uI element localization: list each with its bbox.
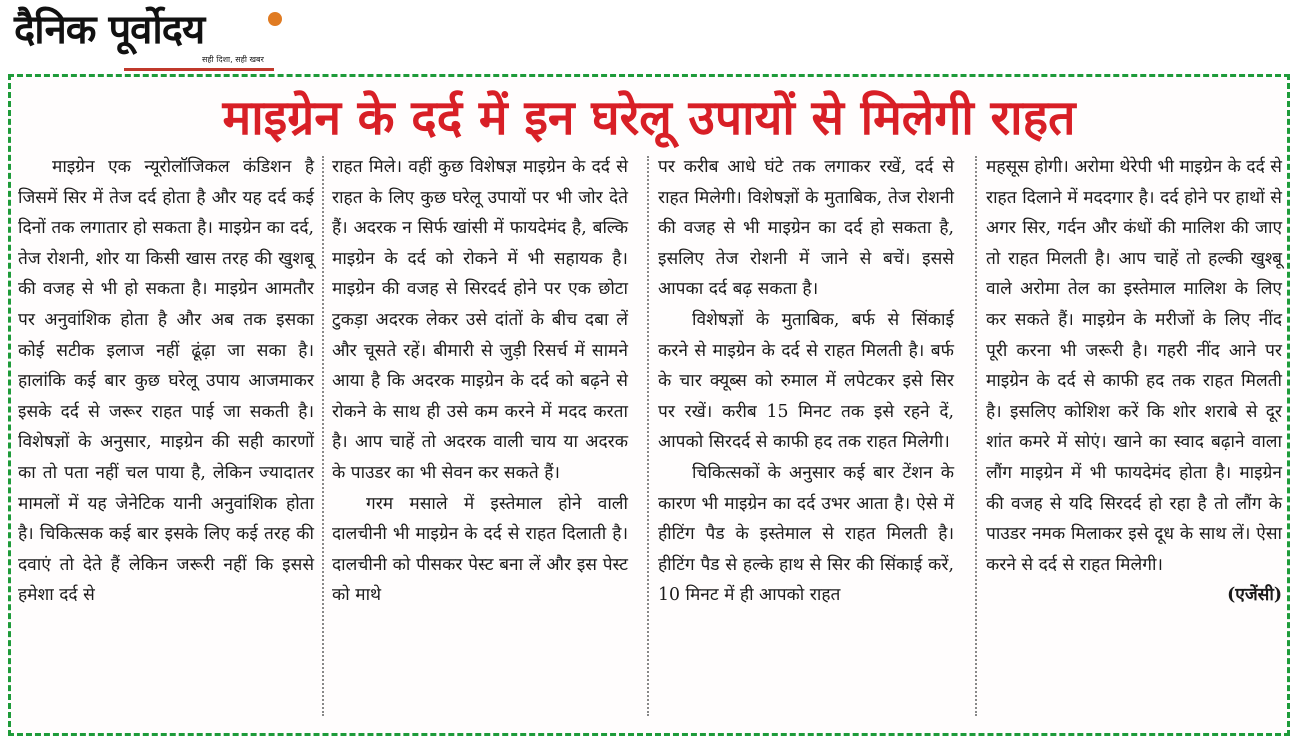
- article-column-3: [658, 152, 954, 611]
- article-column-4: [986, 152, 1282, 611]
- masthead: [14, 4, 284, 70]
- article-column-1: [18, 152, 314, 611]
- newspaper-logo: दैनिक पूर्वोदय: [14, 7, 205, 53]
- logo-dot-icon: [268, 12, 282, 26]
- column-divider: [647, 156, 649, 716]
- paragraph: विशेषज्ञों के मुताबिक, बर्फ से सिंकाई करने से माइग्रेन के दर्द से राहत मिलती है। बर्फ के चार क्यूब्स को रुमाल में लपेटकर इसे सिर पर रखें। करीब 15 मिनट तक इसे रहने दें, आपको सिरदर्द से काफी हद तक राहत मिलेगी।: [658, 309, 954, 453]
- paragraph: माइग्रेन एक न्यूरोलॉजिकल कंडिशन है जिसमें सिर में तेज दर्द होता है और यह दर्द कई दिनों तक लगातार हो सकता है। माइग्रेन का दर्द, तेज रोशनी, शोर या किसी खास तरह की खुशबू की वजह से भी हो सकता है। माइग्रेन आमतौर पर अनुवांशिक होता है और अब तक इसका कोई सटीक इलाज नहीं ढूंढ़ा जा सका है। हालांकि कई बार कुछ घरेलू उपाय आजमाकर इसके दर्द से जरूर राहत पाई जा सकती है। विशेषज्ञों के अनुसार, माइग्रेन की सही कारणों का तो पता नहीं चल पाया है, लेकिन ज्यादातर मामलों में यह जेनेटिक यानी अनुवांशिक होता है। चिकित्सक कई बार इसके लिए कई तरह की दवाएं तो देते हैं लेकिन जरूरी नहीं कि इससे हमेशा दर्द से: [18, 157, 314, 606]
- article-headline: माइग्रेन के दर्द में इन घरेलू उपायों से मिलेगी राहत: [222, 90, 1076, 146]
- column-divider: [322, 156, 324, 716]
- paragraph: गरम मसाले में इस्तेमाल होने वाली दालचीनी भी माइग्रेन के दर्द से राहत दिलाती है। दालचीनी को पीसकर पेस्ट बना लें और इस पेस्ट को माथे: [332, 493, 628, 606]
- paragraph: राहत मिले। वहीं कुछ विशेषज्ञ माइग्रेन के दर्द से राहत के लिए कुछ घरेलू उपायों पर भी जोर देते हैं। अदरक न सिर्फ खांसी में फायदेमंद है, बल्कि माइग्रेन के दर्द को रोकने में भी सहायक है। माइग्रेन की वजह से सिरदर्द होने पर एक छोटा टुकड़ा अदरक लेकर उसे दांतों के बीच दबा लें और चूसते रहें। बीमारी से जुड़ी रिसर्च में सामने आया है कि अदरक माइग्रेन के दर्द को बढ़ने से रोकने के साथ ही उसे कम करने में मदद करता है। आप चाहें तो अदरक वाली चाय या अदरक के पाउडर का भी सेवन कर सकते हैं।: [332, 157, 628, 483]
- tagline: सही दिशा, सही खबर: [202, 55, 264, 64]
- paragraph: पर करीब आधे घंटे तक लगाकर रखें, दर्द से राहत मिलेगी। विशेषज्ञों के मुताबिक, तेज रोशनी की वजह से भी माइग्रेन का दर्द हो सकता है, इसलिए तेज रोशनी में जाने से बचें। इससे आपका दर्द बढ़ सकता है।: [658, 157, 954, 300]
- agency-signoff: (एजेंसी): [1227, 585, 1282, 606]
- column-divider: [975, 156, 977, 716]
- paragraph: चिकित्सकों के अनुसार कई बार टेंशन के कारण भी माइग्रेन का दर्द उभर आता है। ऐसे में हीटिंग पैड के इस्तेमाल से राहत मिलती है। हीटिंग पैड से हल्के हाथ से सिर की सिंकाई करें, 10 मिनट में ही आपको राहत: [658, 462, 954, 606]
- logo-rule: [124, 68, 274, 71]
- article-column-2: [332, 152, 628, 611]
- paragraph: महसूस होगी। अरोमा थेरेपी भी माइग्रेन के दर्द से राहत दिलाने में मददगार है। दर्द होने पर हाथों से अगर सिर, गर्दन और कंधों की मालिश की जाए तो राहत मिलती है। आप चाहें तो हल्की खुश्बू वाले अरोमा तेल का इस्तेमाल मालिश के लिए कर सकते हैं। माइग्रेन के मरीजों के लिए नींद पूरी करना भी जरूरी है। गहरी नींद आने पर माइग्रेन के दर्द से काफी हद तक राहत मिलती है। इसलिए कोशिश करें कि शोर शराबे से दूर शांत कमरे में सोएं। खाने का स्वाद बढ़ाने वाला लौंग माइग्रेन में भी फायदेमंद होता है। माइग्रेन की वजह से यदि सिरदर्द हो रहा है तो लौंग के पाउडर नमक मिलाकर इसे दूध के साथ लें। ऐसा करने से दर्द से राहत मिलेगी।: [986, 157, 1282, 575]
